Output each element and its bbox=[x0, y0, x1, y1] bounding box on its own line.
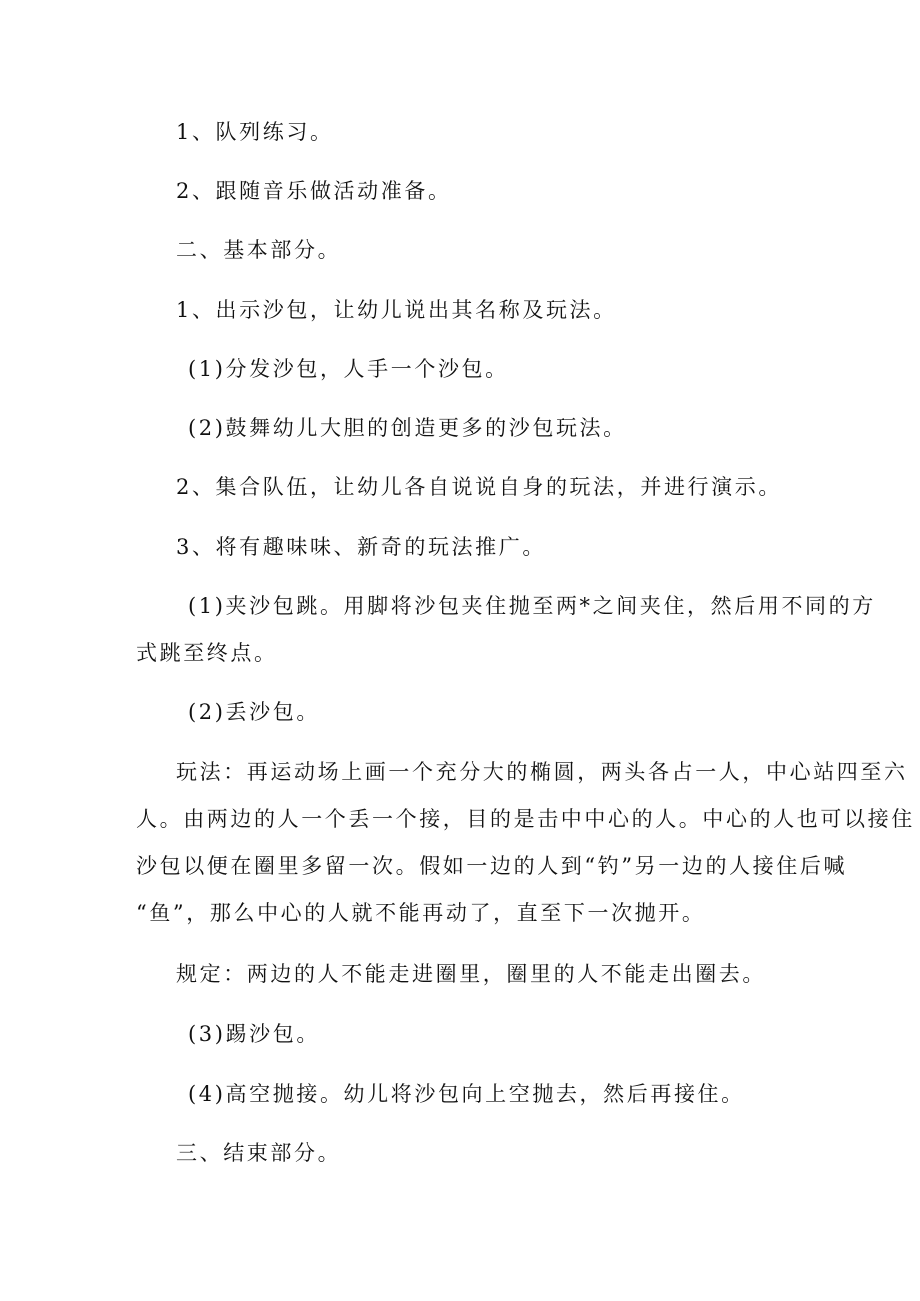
item-promote: 3、将有趣味味、新奇的玩法推广。 bbox=[176, 535, 546, 559]
item-music-warmup: 2、跟随音乐做活动准备。 bbox=[176, 179, 452, 203]
subitem-throw: (2)丢沙包。 bbox=[188, 700, 320, 724]
subitem-jump-paragraph bbox=[136, 583, 876, 677]
item-queue-practice: 1、队列练习。 bbox=[176, 120, 334, 144]
paragraph-line: 沙包以便在圈里多留一次。假如一边的人到“钓”另一边的人接住后喊 bbox=[136, 854, 848, 878]
paragraph-line: “鱼”，那么中心的人就不能再动了，直至下一次抛开。 bbox=[136, 901, 706, 925]
item-assemble: 2、集合队伍，让幼儿各自说说自身的玩法，并进行演示。 bbox=[176, 475, 782, 499]
rule-statement: 规定：两边的人不能走进圈里，圈里的人不能走出圈去。 bbox=[176, 962, 766, 986]
paragraph-line: 玩法：再运动场上画一个充分大的椭圆，两头各占一人，中心站四至六 bbox=[176, 760, 908, 784]
paragraph-line: 式跳至终点。 bbox=[136, 641, 278, 665]
subitem-distribute: (1)分发沙包，人手一个沙包。 bbox=[188, 357, 509, 381]
rules-of-play-paragraph bbox=[136, 749, 915, 937]
section-heading-end: 三、结束部分。 bbox=[176, 1141, 342, 1165]
section-heading-basic: 二、基本部分。 bbox=[176, 238, 342, 262]
item-show-sandbag: 1、出示沙包，让幼儿说出其名称及玩法。 bbox=[176, 298, 617, 322]
paragraph-line: (1)夹沙包跳。用脚将沙包夹住抛至两*之间夹住，然后用不同的方 bbox=[188, 594, 876, 618]
paragraph-line: 人。由两边的人一个丢一个接，目的是击中中心的人。中心的人也可以接住 bbox=[136, 807, 915, 831]
subitem-kick: (3)踢沙包。 bbox=[188, 1022, 320, 1046]
subitem-encourage: (2)鼓舞幼儿大胆的创造更多的沙包玩法。 bbox=[188, 416, 627, 440]
subitem-high-throw: (4)高空抛接。幼儿将沙包向上空抛去，然后再接住。 bbox=[188, 1082, 745, 1106]
